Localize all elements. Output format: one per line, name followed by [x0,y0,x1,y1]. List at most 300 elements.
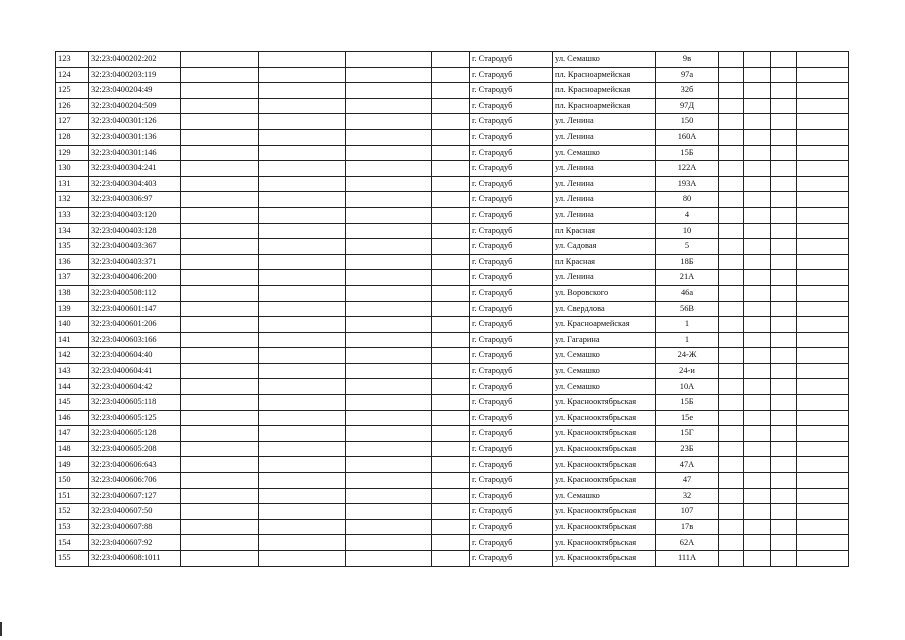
row-number-cell: 129 [56,145,89,161]
row-number-cell: 133 [56,207,89,223]
empty-cell [259,519,346,535]
empty-cell [771,457,797,473]
empty-cell [797,317,849,333]
empty-cell [181,441,259,457]
cadastral-number-cell: 32:23:0400406:200 [89,270,181,286]
house-number-cell: 122А [656,161,719,177]
empty-cell [432,426,470,442]
empty-cell [432,457,470,473]
empty-cell [771,301,797,317]
house-number-cell: 15е [656,410,719,426]
house-number-cell: 46а [656,285,719,301]
empty-cell [744,161,771,177]
empty-cell [432,207,470,223]
street-cell: ул. Краснооктябрьская [553,504,656,520]
table-row [56,114,849,130]
empty-cell [771,270,797,286]
city-cell: г. Стародуб [470,535,553,551]
street-cell: ул. Ленина [553,161,656,177]
city-cell: г. Стародуб [470,317,553,333]
house-number-cell: 24-Ж [656,348,719,364]
empty-cell [259,114,346,130]
city-cell: г. Стародуб [470,348,553,364]
empty-cell [181,161,259,177]
empty-cell [744,504,771,520]
cadastral-number-cell: 32:23:0400202:202 [89,52,181,68]
empty-cell [771,488,797,504]
empty-cell [797,207,849,223]
empty-cell [259,379,346,395]
row-number-cell: 137 [56,270,89,286]
empty-cell [771,207,797,223]
empty-cell [432,254,470,270]
city-cell: г. Стародуб [470,519,553,535]
empty-cell [719,301,744,317]
table-row [56,161,849,177]
empty-cell [719,129,744,145]
empty-cell [744,98,771,114]
empty-cell [719,535,744,551]
empty-cell [771,348,797,364]
row-number-cell: 152 [56,504,89,520]
table-row [56,379,849,395]
city-cell: г. Стародуб [470,207,553,223]
empty-cell [181,239,259,255]
empty-cell [259,83,346,99]
empty-cell [181,410,259,426]
street-cell: ул. Ленина [553,192,656,208]
empty-cell [719,348,744,364]
street-cell: ул. Воровского [553,285,656,301]
empty-cell [797,332,849,348]
empty-cell [771,441,797,457]
empty-cell [771,98,797,114]
empty-cell [432,519,470,535]
empty-cell [432,301,470,317]
empty-cell [181,285,259,301]
row-number-cell: 134 [56,223,89,239]
empty-cell [181,535,259,551]
row-number-cell: 148 [56,441,89,457]
empty-cell [744,254,771,270]
empty-cell [181,348,259,364]
city-cell: г. Стародуб [470,551,553,567]
house-number-cell: 47А [656,457,719,473]
street-cell: ул. Краснооктябрьская [553,426,656,442]
empty-cell [719,67,744,83]
cadastral-number-cell: 32:23:0400607:127 [89,488,181,504]
table-row [56,239,849,255]
cadastral-number-cell: 32:23:0400301:136 [89,129,181,145]
empty-cell [771,363,797,379]
city-cell: г. Стародуб [470,488,553,504]
house-number-cell: 150 [656,114,719,130]
empty-cell [346,145,432,161]
empty-cell [259,426,346,442]
table-row [56,426,849,442]
empty-cell [744,67,771,83]
empty-cell [346,270,432,286]
empty-cell [259,176,346,192]
empty-cell [346,301,432,317]
empty-cell [346,457,432,473]
empty-cell [259,473,346,489]
empty-cell [719,285,744,301]
empty-cell [719,410,744,426]
empty-cell [346,239,432,255]
empty-cell [744,473,771,489]
empty-cell [797,176,849,192]
empty-cell [432,332,470,348]
empty-cell [797,223,849,239]
street-cell: ул. Ленина [553,176,656,192]
empty-cell [432,441,470,457]
empty-cell [346,379,432,395]
row-number-cell: 138 [56,285,89,301]
empty-cell [432,270,470,286]
empty-cell [181,207,259,223]
street-cell: ул. Краснооктябрьская [553,519,656,535]
empty-cell [771,535,797,551]
empty-cell [797,441,849,457]
empty-cell [346,535,432,551]
city-cell: г. Стародуб [470,270,553,286]
cadastral-number-cell: 32:23:0400403:367 [89,239,181,255]
empty-cell [719,223,744,239]
empty-cell [744,52,771,68]
empty-cell [181,332,259,348]
empty-cell [346,348,432,364]
empty-cell [346,98,432,114]
empty-cell [432,239,470,255]
empty-cell [797,457,849,473]
empty-cell [744,192,771,208]
empty-cell [744,301,771,317]
empty-cell [432,129,470,145]
house-number-cell: 1 [656,317,719,333]
empty-cell [719,457,744,473]
empty-cell [432,317,470,333]
house-number-cell: 10 [656,223,719,239]
empty-cell [771,114,797,130]
empty-cell [771,239,797,255]
empty-cell [771,551,797,567]
cadastral-number-cell: 32:23:0400508:112 [89,285,181,301]
street-cell: пл Красная [553,223,656,239]
empty-cell [797,473,849,489]
city-cell: г. Стародуб [470,332,553,348]
house-number-cell: 10А [656,379,719,395]
empty-cell [744,379,771,395]
empty-cell [719,83,744,99]
row-number-cell: 147 [56,426,89,442]
empty-cell [719,52,744,68]
house-number-cell: 62А [656,535,719,551]
empty-cell [181,145,259,161]
empty-cell [346,129,432,145]
row-number-cell: 143 [56,363,89,379]
cadastral-number-cell: 32:23:0400605:118 [89,395,181,411]
empty-cell [797,551,849,567]
empty-cell [797,488,849,504]
empty-cell [432,161,470,177]
empty-cell [346,473,432,489]
empty-cell [432,285,470,301]
row-number-cell: 127 [56,114,89,130]
city-cell: г. Стародуб [470,67,553,83]
house-number-cell: 17в [656,519,719,535]
row-number-cell: 150 [56,473,89,489]
empty-cell [259,223,346,239]
empty-cell [797,254,849,270]
empty-cell [346,192,432,208]
empty-cell [797,519,849,535]
row-number-cell: 123 [56,52,89,68]
table-row [56,519,849,535]
cadastral-number-cell: 32:23:0400606:706 [89,473,181,489]
empty-cell [797,535,849,551]
cadastral-number-cell: 32:23:0400204:49 [89,83,181,99]
cadastral-number-cell: 32:23:0400304:403 [89,176,181,192]
empty-cell [771,519,797,535]
empty-cell [744,207,771,223]
scan-edge-mark [0,622,2,636]
cadastral-number-cell: 32:23:0400301:126 [89,114,181,130]
city-cell: г. Стародуб [470,239,553,255]
table-row [56,192,849,208]
empty-cell [797,270,849,286]
empty-cell [259,239,346,255]
city-cell: г. Стародуб [470,363,553,379]
empty-cell [797,363,849,379]
empty-cell [744,270,771,286]
street-cell: ул. Семашко [553,363,656,379]
table-row [56,317,849,333]
house-number-cell: 9в [656,52,719,68]
house-number-cell: 21А [656,270,719,286]
empty-cell [719,395,744,411]
empty-cell [797,239,849,255]
table-row [56,145,849,161]
empty-cell [259,535,346,551]
empty-cell [181,504,259,520]
city-cell: г. Стародуб [470,441,553,457]
house-number-cell: 18Б [656,254,719,270]
table-row [56,285,849,301]
empty-cell [797,192,849,208]
empty-cell [744,317,771,333]
empty-cell [181,426,259,442]
empty-cell [181,488,259,504]
empty-cell [719,473,744,489]
empty-cell [744,114,771,130]
empty-cell [744,410,771,426]
empty-cell [744,441,771,457]
empty-cell [432,67,470,83]
table-row [56,504,849,520]
empty-cell [744,395,771,411]
empty-cell [432,363,470,379]
empty-cell [797,379,849,395]
empty-cell [181,52,259,68]
city-cell: г. Стародуб [470,129,553,145]
empty-cell [259,332,346,348]
cadastral-number-cell: 32:23:0400607:88 [89,519,181,535]
empty-cell [797,301,849,317]
cadastral-number-cell: 32:23:0400203:119 [89,67,181,83]
empty-cell [432,379,470,395]
empty-cell [719,176,744,192]
street-cell: ул. Семашко [553,488,656,504]
empty-cell [744,129,771,145]
city-cell: г. Стародуб [470,426,553,442]
empty-cell [744,285,771,301]
city-cell: г. Стародуб [470,176,553,192]
cadastral-number-cell: 32:23:0400604:42 [89,379,181,395]
empty-cell [432,488,470,504]
empty-cell [181,301,259,317]
empty-cell [432,395,470,411]
row-number-cell: 136 [56,254,89,270]
city-cell: г. Стародуб [470,83,553,99]
empty-cell [744,426,771,442]
empty-cell [771,426,797,442]
street-cell: ул. Семашко [553,348,656,364]
empty-cell [797,426,849,442]
empty-cell [259,67,346,83]
empty-cell [719,332,744,348]
empty-cell [771,410,797,426]
table-row [56,270,849,286]
empty-cell [797,161,849,177]
empty-cell [346,395,432,411]
empty-cell [771,83,797,99]
street-cell: ул. Гагарина [553,332,656,348]
table-row [56,473,849,489]
empty-cell [797,410,849,426]
empty-cell [432,83,470,99]
empty-cell [771,52,797,68]
empty-cell [744,519,771,535]
house-number-cell: 56В [656,301,719,317]
table-row [56,67,849,83]
empty-cell [259,301,346,317]
empty-cell [181,473,259,489]
cadastral-number-cell: 32:23:0400605:125 [89,410,181,426]
empty-cell [432,114,470,130]
table-row [56,441,849,457]
empty-cell [346,285,432,301]
empty-cell [181,176,259,192]
street-cell: ул. Краснооктябрьская [553,441,656,457]
row-number-cell: 144 [56,379,89,395]
table-row [56,52,849,68]
street-cell: ул. Краснооктябрьская [553,457,656,473]
empty-cell [744,348,771,364]
empty-cell [432,348,470,364]
empty-cell [432,145,470,161]
street-cell: пл. Красноармейская [553,98,656,114]
empty-cell [744,83,771,99]
city-cell: г. Стародуб [470,192,553,208]
empty-cell [771,285,797,301]
empty-cell [797,504,849,520]
street-cell: ул. Краснооктябрьская [553,410,656,426]
empty-cell [719,145,744,161]
street-cell: ул. Семашко [553,145,656,161]
cadastral-number-cell: 32:23:0400608:1011 [89,551,181,567]
city-cell: г. Стародуб [470,410,553,426]
city-cell: г. Стародуб [470,223,553,239]
cadastral-number-cell: 32:23:0400604:40 [89,348,181,364]
empty-cell [432,535,470,551]
table-body [56,52,849,567]
cadastral-number-cell: 32:23:0400601:147 [89,301,181,317]
cadastral-number-cell: 32:23:0400604:41 [89,363,181,379]
empty-cell [259,317,346,333]
house-number-cell: 15Б [656,395,719,411]
empty-cell [771,254,797,270]
empty-cell [771,161,797,177]
cadastral-number-cell: 32:23:0400607:50 [89,504,181,520]
empty-cell [181,270,259,286]
empty-cell [432,192,470,208]
empty-cell [771,223,797,239]
empty-cell [719,114,744,130]
house-number-cell: 160А [656,129,719,145]
street-cell: ул. Ленина [553,270,656,286]
row-number-cell: 126 [56,98,89,114]
city-cell: г. Стародуб [470,379,553,395]
empty-cell [744,332,771,348]
empty-cell [771,504,797,520]
empty-cell [719,488,744,504]
city-cell: г. Стародуб [470,504,553,520]
empty-cell [719,441,744,457]
empty-cell [797,83,849,99]
table-row [56,395,849,411]
empty-cell [259,410,346,426]
empty-cell [432,52,470,68]
house-number-cell: 5 [656,239,719,255]
row-number-cell: 132 [56,192,89,208]
empty-cell [259,363,346,379]
empty-cell [259,98,346,114]
empty-cell [259,145,346,161]
empty-cell [771,192,797,208]
empty-cell [719,207,744,223]
row-number-cell: 141 [56,332,89,348]
empty-cell [719,551,744,567]
empty-cell [744,488,771,504]
table-row [56,176,849,192]
empty-cell [432,176,470,192]
empty-cell [346,332,432,348]
empty-cell [181,192,259,208]
house-number-cell: 15Б [656,145,719,161]
empty-cell [181,363,259,379]
table-row [56,535,849,551]
row-number-cell: 124 [56,67,89,83]
empty-cell [346,426,432,442]
empty-cell [181,98,259,114]
empty-cell [346,441,432,457]
empty-cell [259,457,346,473]
table-row [56,254,849,270]
house-number-cell: 97Д [656,98,719,114]
empty-cell [259,348,346,364]
empty-cell [797,67,849,83]
